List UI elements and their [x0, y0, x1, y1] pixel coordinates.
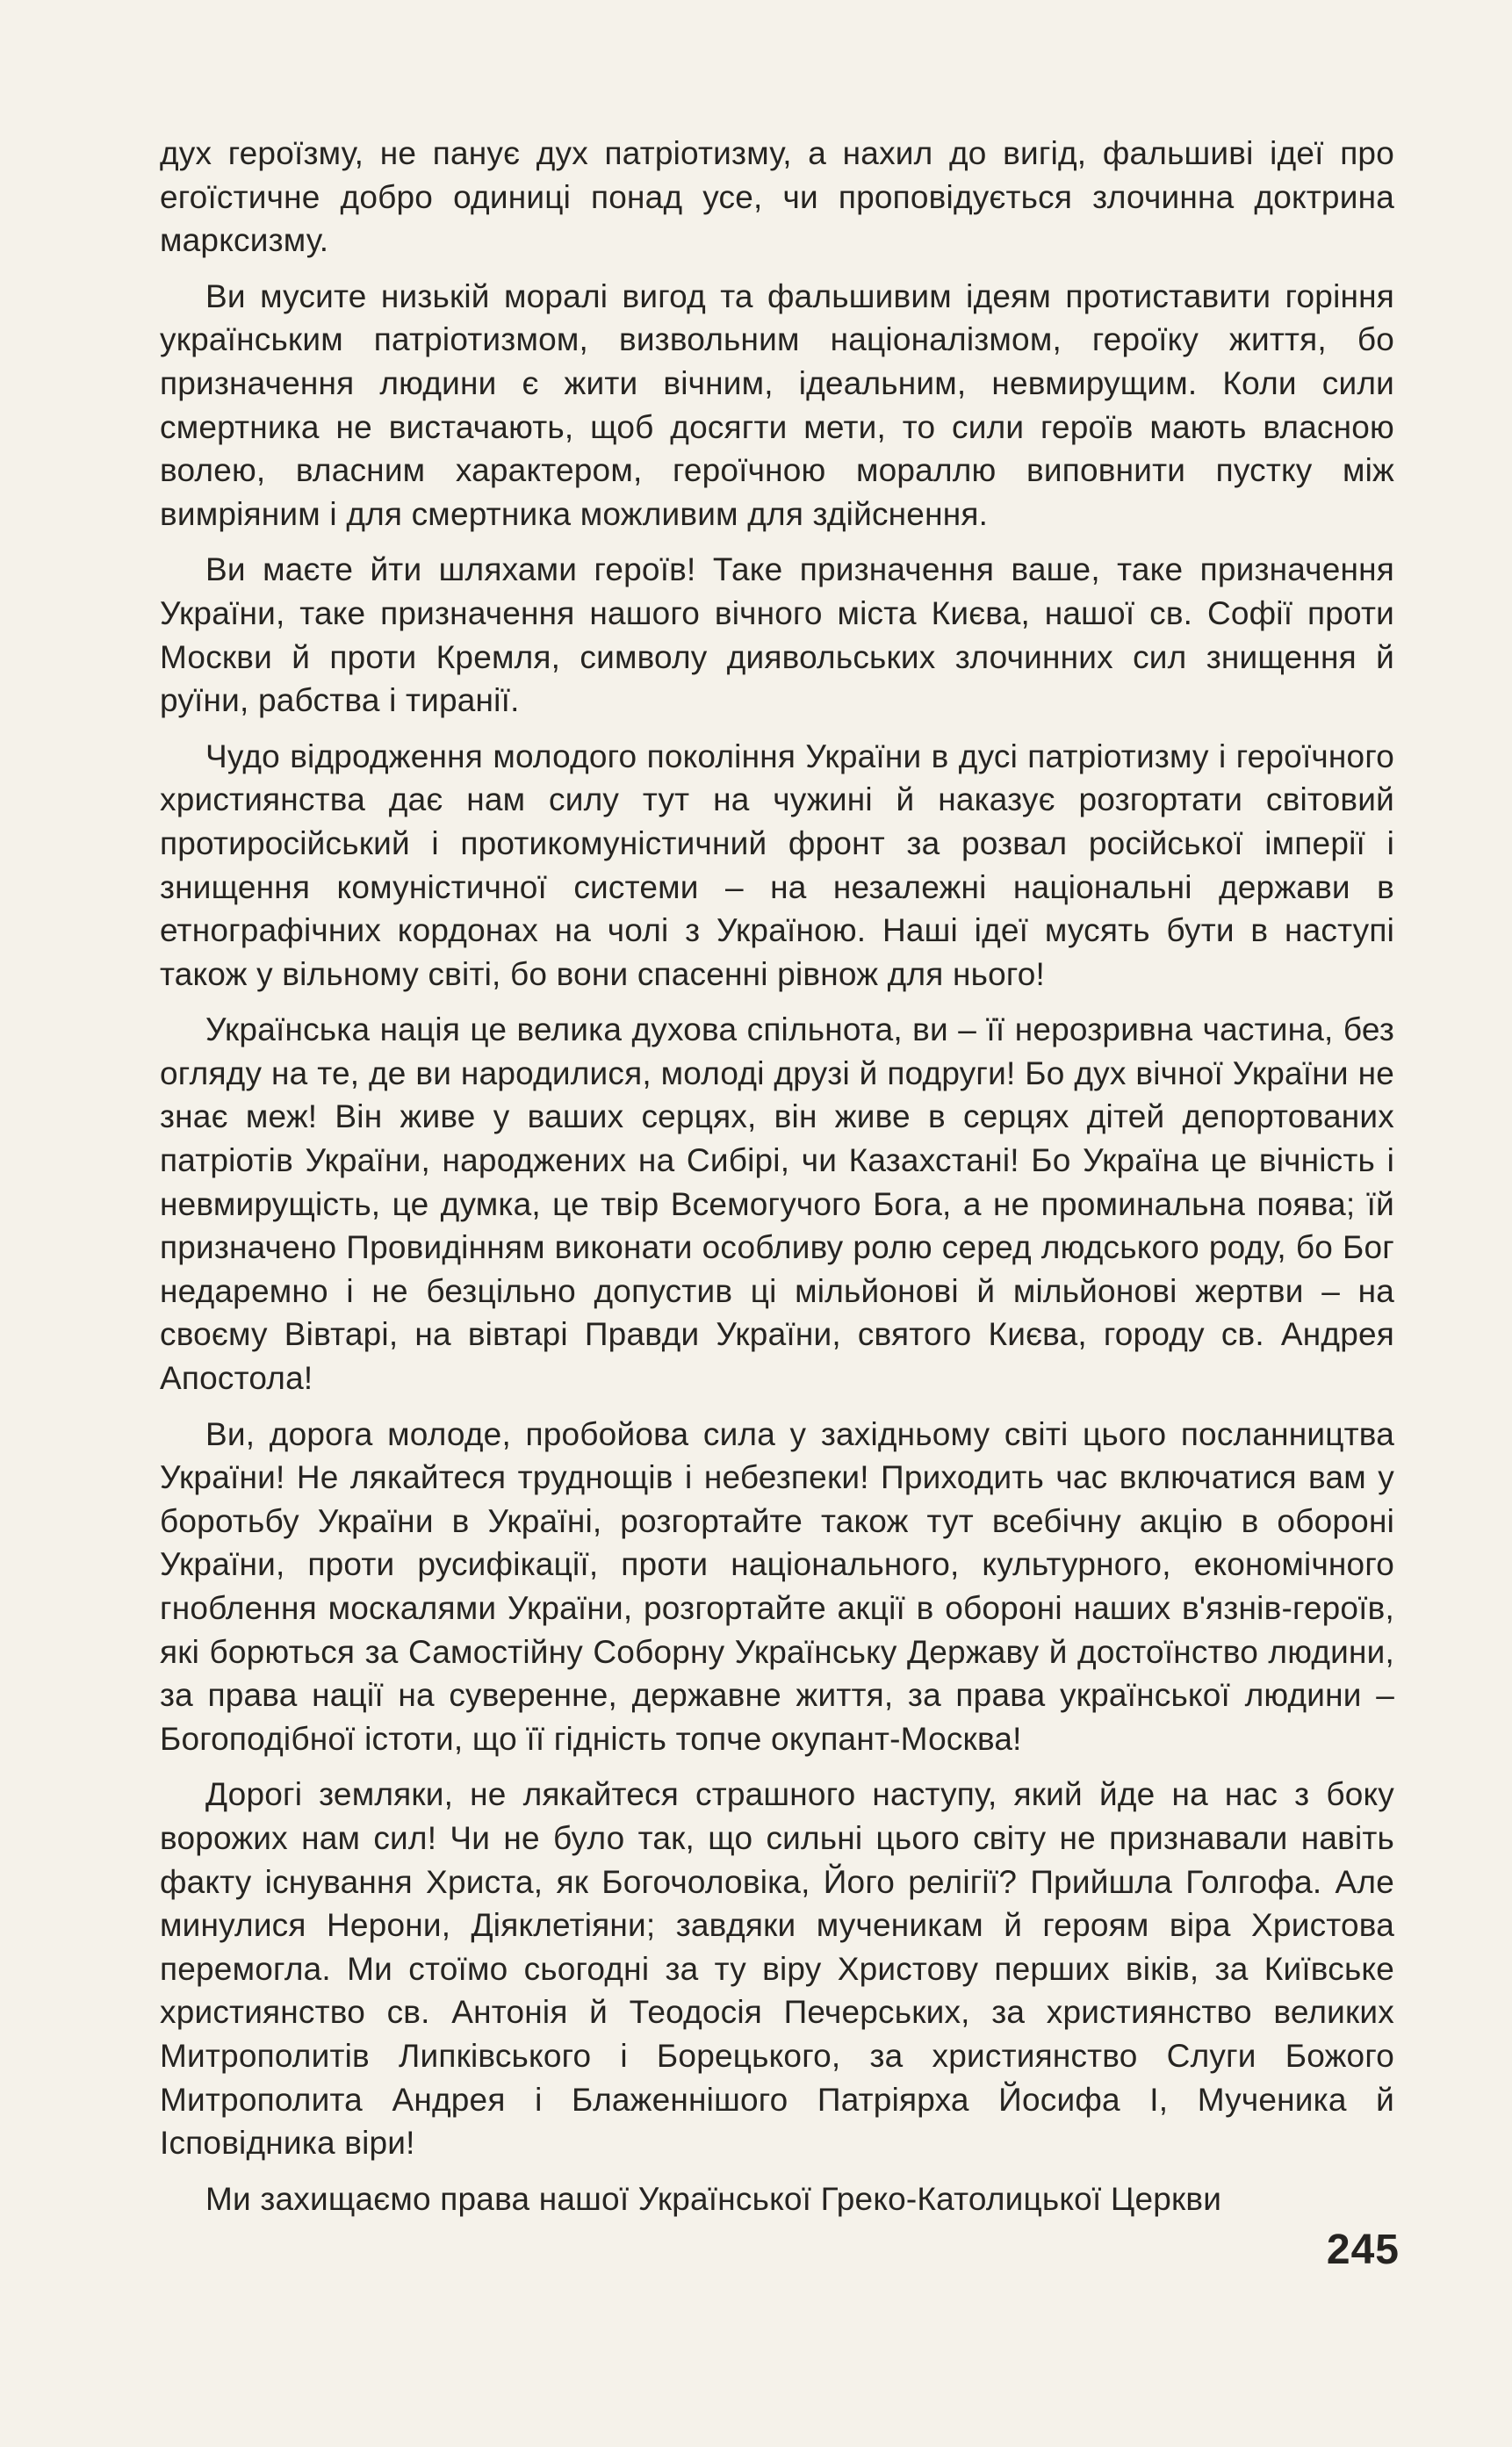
paragraph-5: Українська нація це велика духова спільнота, ви – її нерозривна частина, без огляду на те, де ви народилися, молоді друзі й подруги! Бо дух вічної України не знає меж! Він живе у ваших серцях, він живе в серцях дітей депортованих патріотів України, народжених на Сибірі, чи Казахстані! Бо Україна це вічність і невмирущість, це думка, це твір Всемогучого Бога, а не проминальна поява; їй призначено Провидінням виконати особливу ролю серед людського роду, бо Бог недаремно і не безцільно допустив ці мільйонові й мільйонові жертви – на своєму Вівтарі, на вівтарі Правди України, святого Києва, городу св. Андрея Апостола! — [160, 1011, 1394, 1397]
paragraph-7: Дорогі земляки, не лякайтеся страшного наступу, який йде на нас з боку ворожих нам сил! Чи не було так, що сильні цього світу не признавали навіть факту існування Христа, як Богочоловіка, Його релігії? Прийшла Голгофа. Але минулися Нерони, Діяклетіяни; завдяки мученикам й героям віра Христова перемогла. Ми стоїмо сьогодні за ту віру Христову перших віків, за Київське християнство св. Антонія й Теодосія Печерських, за християнство великих Митрополитів Липківського і Борецького, за християнство Слуги Божого Митрополита Андрея і Блаженнішого Патріярха Йосифа I, Мученика й Ісповідника віри! — [160, 1776, 1394, 2162]
paragraph-3: Ви маєте йти шляхами героїв! Таке призначення ваше, таке призначення України, таке призначення нашого вічного міста Києва, нашої св. Софії проти Москви й проти Кремля, символу диявольських злочинних сил знищення й руїни, рабства і тиранії. — [160, 551, 1394, 719]
page-number: 245 — [1326, 2227, 1400, 2273]
paragraph-6: Ви, дорога молоде, пробойова сила у західньому світі цього посланництва України! Не лякайтеся труднощів і небезпеки! Приходить час включатися вам у боротьбу України в Україні, розгортайте також тут всебічну акцію в обороні України, проти русифікації, проти національного, культурного, економічного гноблення москалями України, розгортайте акції в обороні наших в'язнів-героїв, які борються за Самостійну Соборну Українську Державу й достоїнство людини, за права нації на суверенне, державне життя, за права української людини – Богоподібної істоти, що її гідність топче окупант-Москва! — [160, 1415, 1394, 1757]
paragraph-2: Ви мусите низькій моралі вигод та фальшивим ідеям протиставити горіння українським патріотизмом, визвольним націоналізмом, героїку життя, бо призначення людини є жити вічним, ідеальним, невмирущим. Коли сили смертника не вистачають, щоб досягти мети, то сили героїв мають власною волею, власним характером, героїчною мораллю виповнити пустку між вимріяним і для смертника можливим для здійснення. — [160, 277, 1394, 532]
paragraph-1: дух героїзму, не панує дух патріотизму, а нахил до вигід, фальшиві ідеї про егоїстичне добро одиниці понад усе, чи проповідується злочинна доктрина марксизму. — [160, 135, 1394, 259]
paragraph-8: Ми захищаємо права нашої Української Греко-Католицької Церкви — [205, 2180, 1222, 2217]
paragraph-4: Чудо відродження молодого покоління України в дусі патріотизму і героїчного християнства дає нам силу тут на чужині й наказує розгортати світовий протиросійський і протикомуністичний фронт за розвал російської імперії і знищення комуністичної системи – на незалежні національні держави в етнографічних кордонах на чолі з Україною. Наші ідеї мусять бути в наступі також у вільному світі, бо вони спасенні рівнож для нього! — [160, 738, 1394, 992]
body-text — [160, 132, 1394, 2233]
